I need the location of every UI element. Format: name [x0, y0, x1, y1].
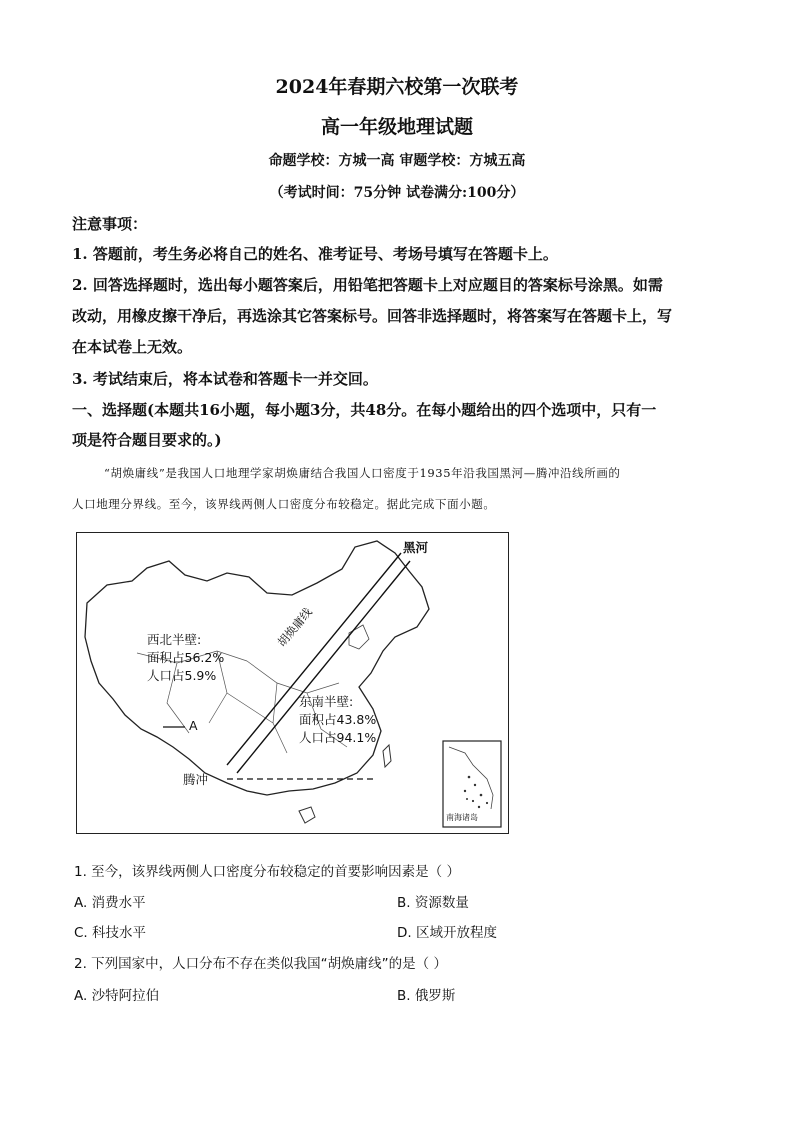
northwest-title: 西北半壁: [147, 632, 202, 647]
question-1-stem: 1. 至今，该界线两侧人口密度分布较稳定的首要影响因素是（ ） [74, 864, 460, 880]
china-map-drawing [77, 533, 507, 832]
inset-label: 南海诸岛 [446, 813, 478, 822]
exam-title: 2024年春期六校第一次联考 [275, 76, 519, 98]
question-1-option-c[interactable]: C. 科技水平 [74, 925, 147, 941]
northwest-area: 面积占56.2% [147, 650, 225, 665]
intro-line-2: 人口地理分界线。至今，该界线两侧人口密度分布较稳定。据此完成下面小题。 [72, 497, 496, 511]
question-2-option-a[interactable]: A. 沙特阿拉伯 [74, 988, 160, 1004]
question-2-stem: 2. 下列国家中，人口分布不存在类似我国“胡焕庸线”的是（ ） [74, 956, 447, 972]
hu-line-map [76, 532, 509, 834]
marker-a-label: A [189, 718, 198, 733]
question-2-option-b[interactable]: B. 俄罗斯 [397, 988, 456, 1004]
exam-schools: 命题学校：方城一高 审题学校：方城五高 [268, 153, 526, 169]
note-item-1: 1. 答题前，考生务必将自己的姓名、准考证号、考场号填写在答题卡上。 [72, 245, 558, 263]
hainan-island [299, 807, 315, 823]
section-heading-line-1: 一、选择题(本题共16小题，每小题3分，共48分。在每小题给出的四个选项中，只有一 [72, 401, 657, 419]
note-item-3: 3. 考试结束后，将本试卷和答题卡一并交回。 [72, 370, 378, 388]
intro-line-1: “胡焕庸线”是我国人口地理学家胡焕庸结合我国人口密度于1935年沿我国黑河—腾冲沿线所画的 [104, 466, 621, 480]
bohai-sea [349, 625, 369, 649]
question-1-option-b[interactable]: B. 资源数量 [397, 895, 469, 911]
hu-line-label: 胡焕庸线 [274, 605, 315, 650]
note-item-2-line-1: 2. 回答选择题时，选出每小题答案后，用铅笔把答题卡上对应题目的答案标号涂黑。如需 [72, 276, 663, 294]
notes-heading: 注意事项： [72, 215, 148, 233]
question-1-option-a[interactable]: A. 消费水平 [74, 895, 146, 911]
northwest-population: 人口占5.9% [147, 668, 217, 683]
section-heading-line-2: 项是符合题目要求的。) [72, 431, 222, 449]
heihe-label: 黑河 [403, 540, 429, 555]
note-item-2-line-3: 在本试卷上无效。 [72, 338, 193, 356]
note-item-2-line-2: 改动，用橡皮擦干净后，再选涂其它答案标号。回答非选择题时，将答案写在答题卡上，写 [72, 307, 673, 325]
taiwan-island [383, 745, 391, 767]
southeast-title: 东南半壁: [299, 694, 354, 709]
southeast-area: 面积占43.8% [299, 712, 377, 727]
southeast-population: 人口占94.1% [299, 730, 377, 745]
tengchong-label: 腾冲 [183, 772, 209, 787]
exam-subtitle: 高一年级地理试题 [320, 116, 473, 138]
exam-info: （考试时间：75分钟 试卷满分:100分） [269, 185, 525, 201]
question-1-option-d[interactable]: D. 区域开放程度 [397, 925, 497, 941]
